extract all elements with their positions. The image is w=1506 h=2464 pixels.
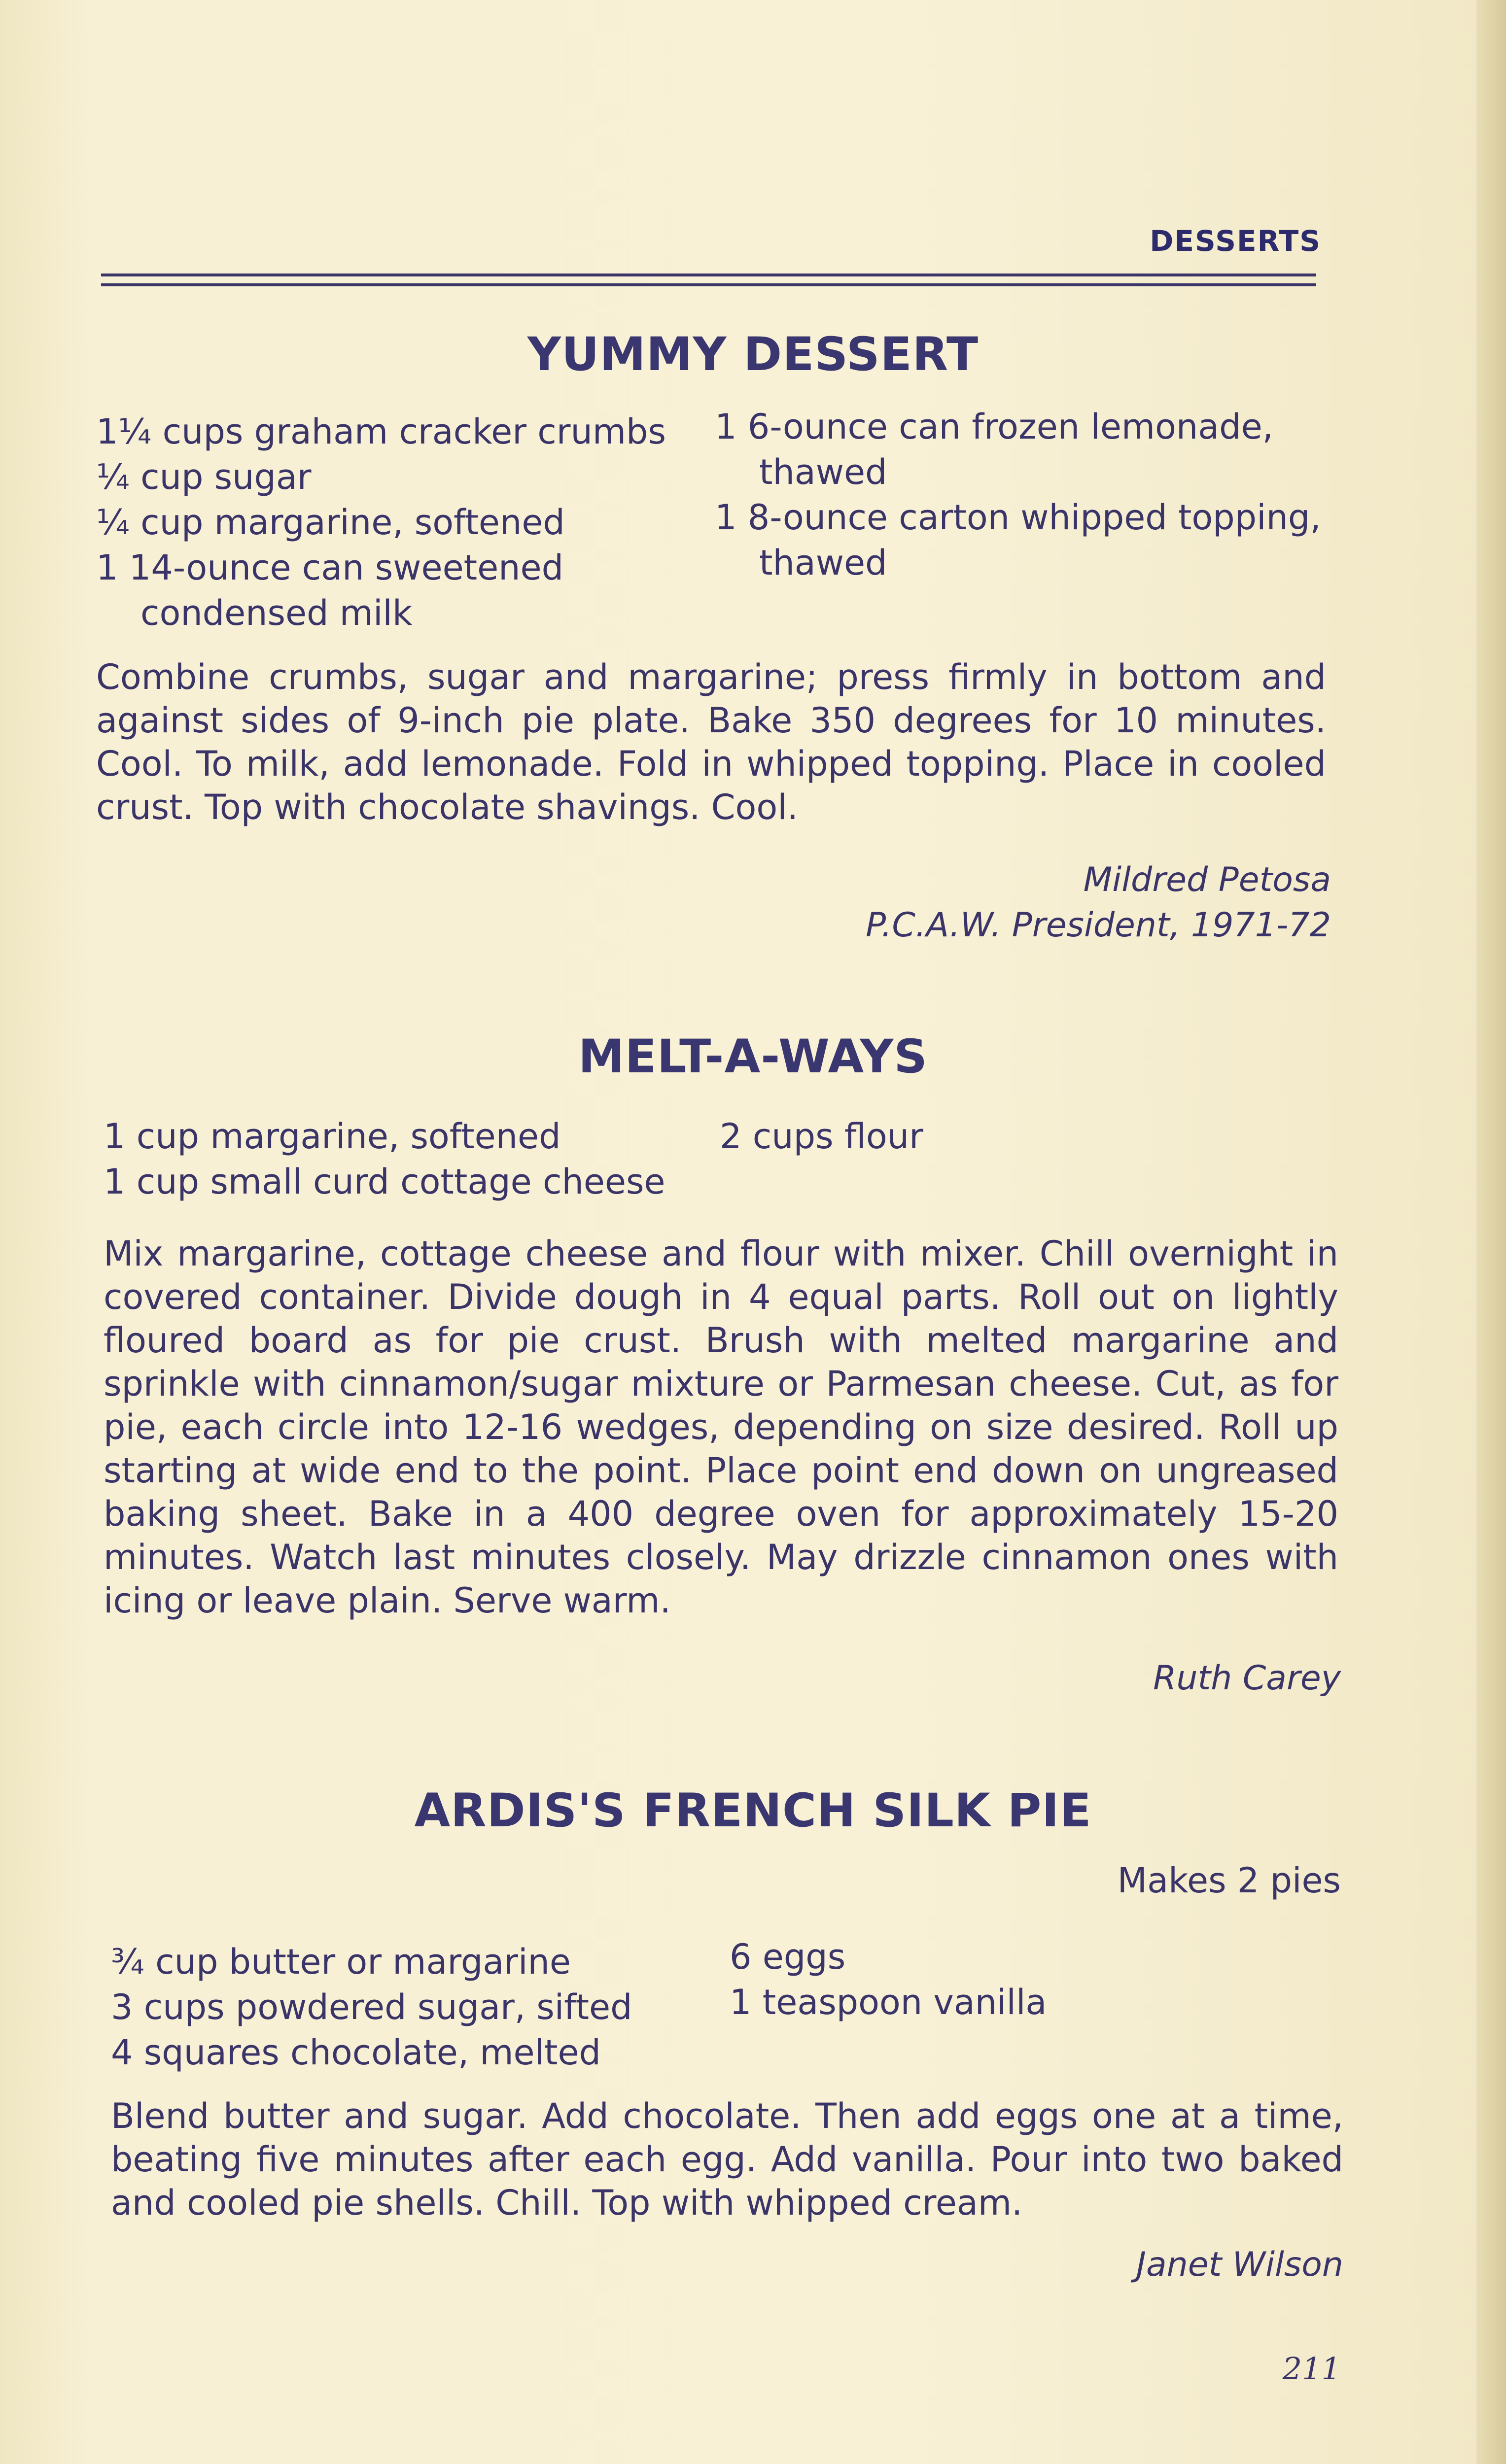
- section-header: DESSERTS: [1150, 224, 1321, 258]
- ingredient: 2 cups flour: [720, 1116, 923, 1157]
- ingredient: 4 squares chocolate, melted: [111, 2032, 601, 2073]
- ingredients-right: [720, 1114, 923, 1159]
- ingredients-right: [715, 404, 1321, 585]
- ingredient: ¼ cup margarine, softened: [96, 502, 565, 543]
- recipe-yield: Makes 2 pies: [1117, 1860, 1341, 1901]
- page-number: 211: [1282, 2351, 1341, 2387]
- author-name: Ruth Carey: [1153, 1659, 1341, 1698]
- author-name: Mildred Petosa: [1083, 860, 1331, 899]
- recipe-directions: Mix margarine, cottage cheese and flour with mixer. Chill overnight in covered container. Divide dough in 4 equal parts. Roll out on lightly floured board as for pie crust. Brush with melted margarine and sprinkle with cinnamon/sugar mixture or Parmesan cheese. Cut, as for pie, each circle into 12-16 wedges, depending on size desired. Roll up starting at wide end to the point. Place point end down on ungreased baking sheet. Bake in a 400 degree oven for approximately 15-20 minutes. Watch last minutes closely. May drizzle cinnamon ones with icing or leave plain. Serve warm.: [104, 1233, 1338, 1621]
- recipe-directions: Combine crumbs, sugar and margarine; press firmly in bottom and against sides of 9-inch pie plate. Bake 350 degrees for 10 minutes. Cool. To milk, add lemonade. Fold in whipped topping. Place in cooled crust. Top with chocolate shavings. Cool.: [96, 657, 1326, 827]
- ingredient: 1¼ cups graham cracker crumbs: [96, 411, 666, 452]
- ingredient: ¾ cup butter or margarine: [111, 1942, 571, 1982]
- ingredient: thawed: [759, 452, 887, 492]
- author-title: P.C.A.W. President, 1971-72: [866, 906, 1331, 945]
- ingredient: 1 8-ounce carton whipped topping,: [715, 497, 1321, 538]
- recipe-directions: Blend butter and sugar. Add chocolate. Then add eggs one at a time, beating five minutes after each egg. Add vanilla. Pour into two baked and cooled pie shells. Chill. Top with whipped cream.: [111, 2096, 1343, 2223]
- header-rule-top: [101, 274, 1316, 276]
- ingredient: condensed milk: [140, 593, 413, 633]
- ingredients-left: [96, 409, 666, 636]
- ingredients-right: [730, 1934, 1047, 2025]
- recipe-title-french-silk-pie: ARDIS'S FRENCH SILK PIE: [414, 1784, 1092, 1838]
- recipe-title-melt-a-ways: MELT-A-WAYS: [578, 1030, 928, 1084]
- recipe-author: [1136, 2242, 1343, 2288]
- ingredients-left: [111, 1939, 632, 2075]
- recipe-title-yummy-dessert: YUMMY DESSERT: [527, 328, 979, 381]
- ingredient: 1 cup small curd cottage cheese: [104, 1162, 665, 1202]
- ingredient: 6 eggs: [730, 1937, 846, 1977]
- author-name: Janet Wilson: [1136, 2245, 1343, 2284]
- ingredient: 1 cup margarine, softened: [104, 1116, 561, 1157]
- recipe-author: [866, 857, 1331, 948]
- ingredient: 1 teaspoon vanilla: [730, 1982, 1047, 2022]
- ingredients-left: [104, 1114, 665, 1204]
- ingredient: 3 cups powdered sugar, sifted: [111, 1987, 632, 2027]
- ingredient: thawed: [759, 543, 887, 583]
- ingredient: 1 6-ounce can frozen lemonade,: [715, 407, 1273, 447]
- header-rule-bottom: [101, 283, 1316, 286]
- recipe-author: [1153, 1656, 1341, 1701]
- ingredient: ¼ cup sugar: [96, 457, 312, 497]
- ingredient: 1 14-ounce can sweetened: [96, 548, 564, 588]
